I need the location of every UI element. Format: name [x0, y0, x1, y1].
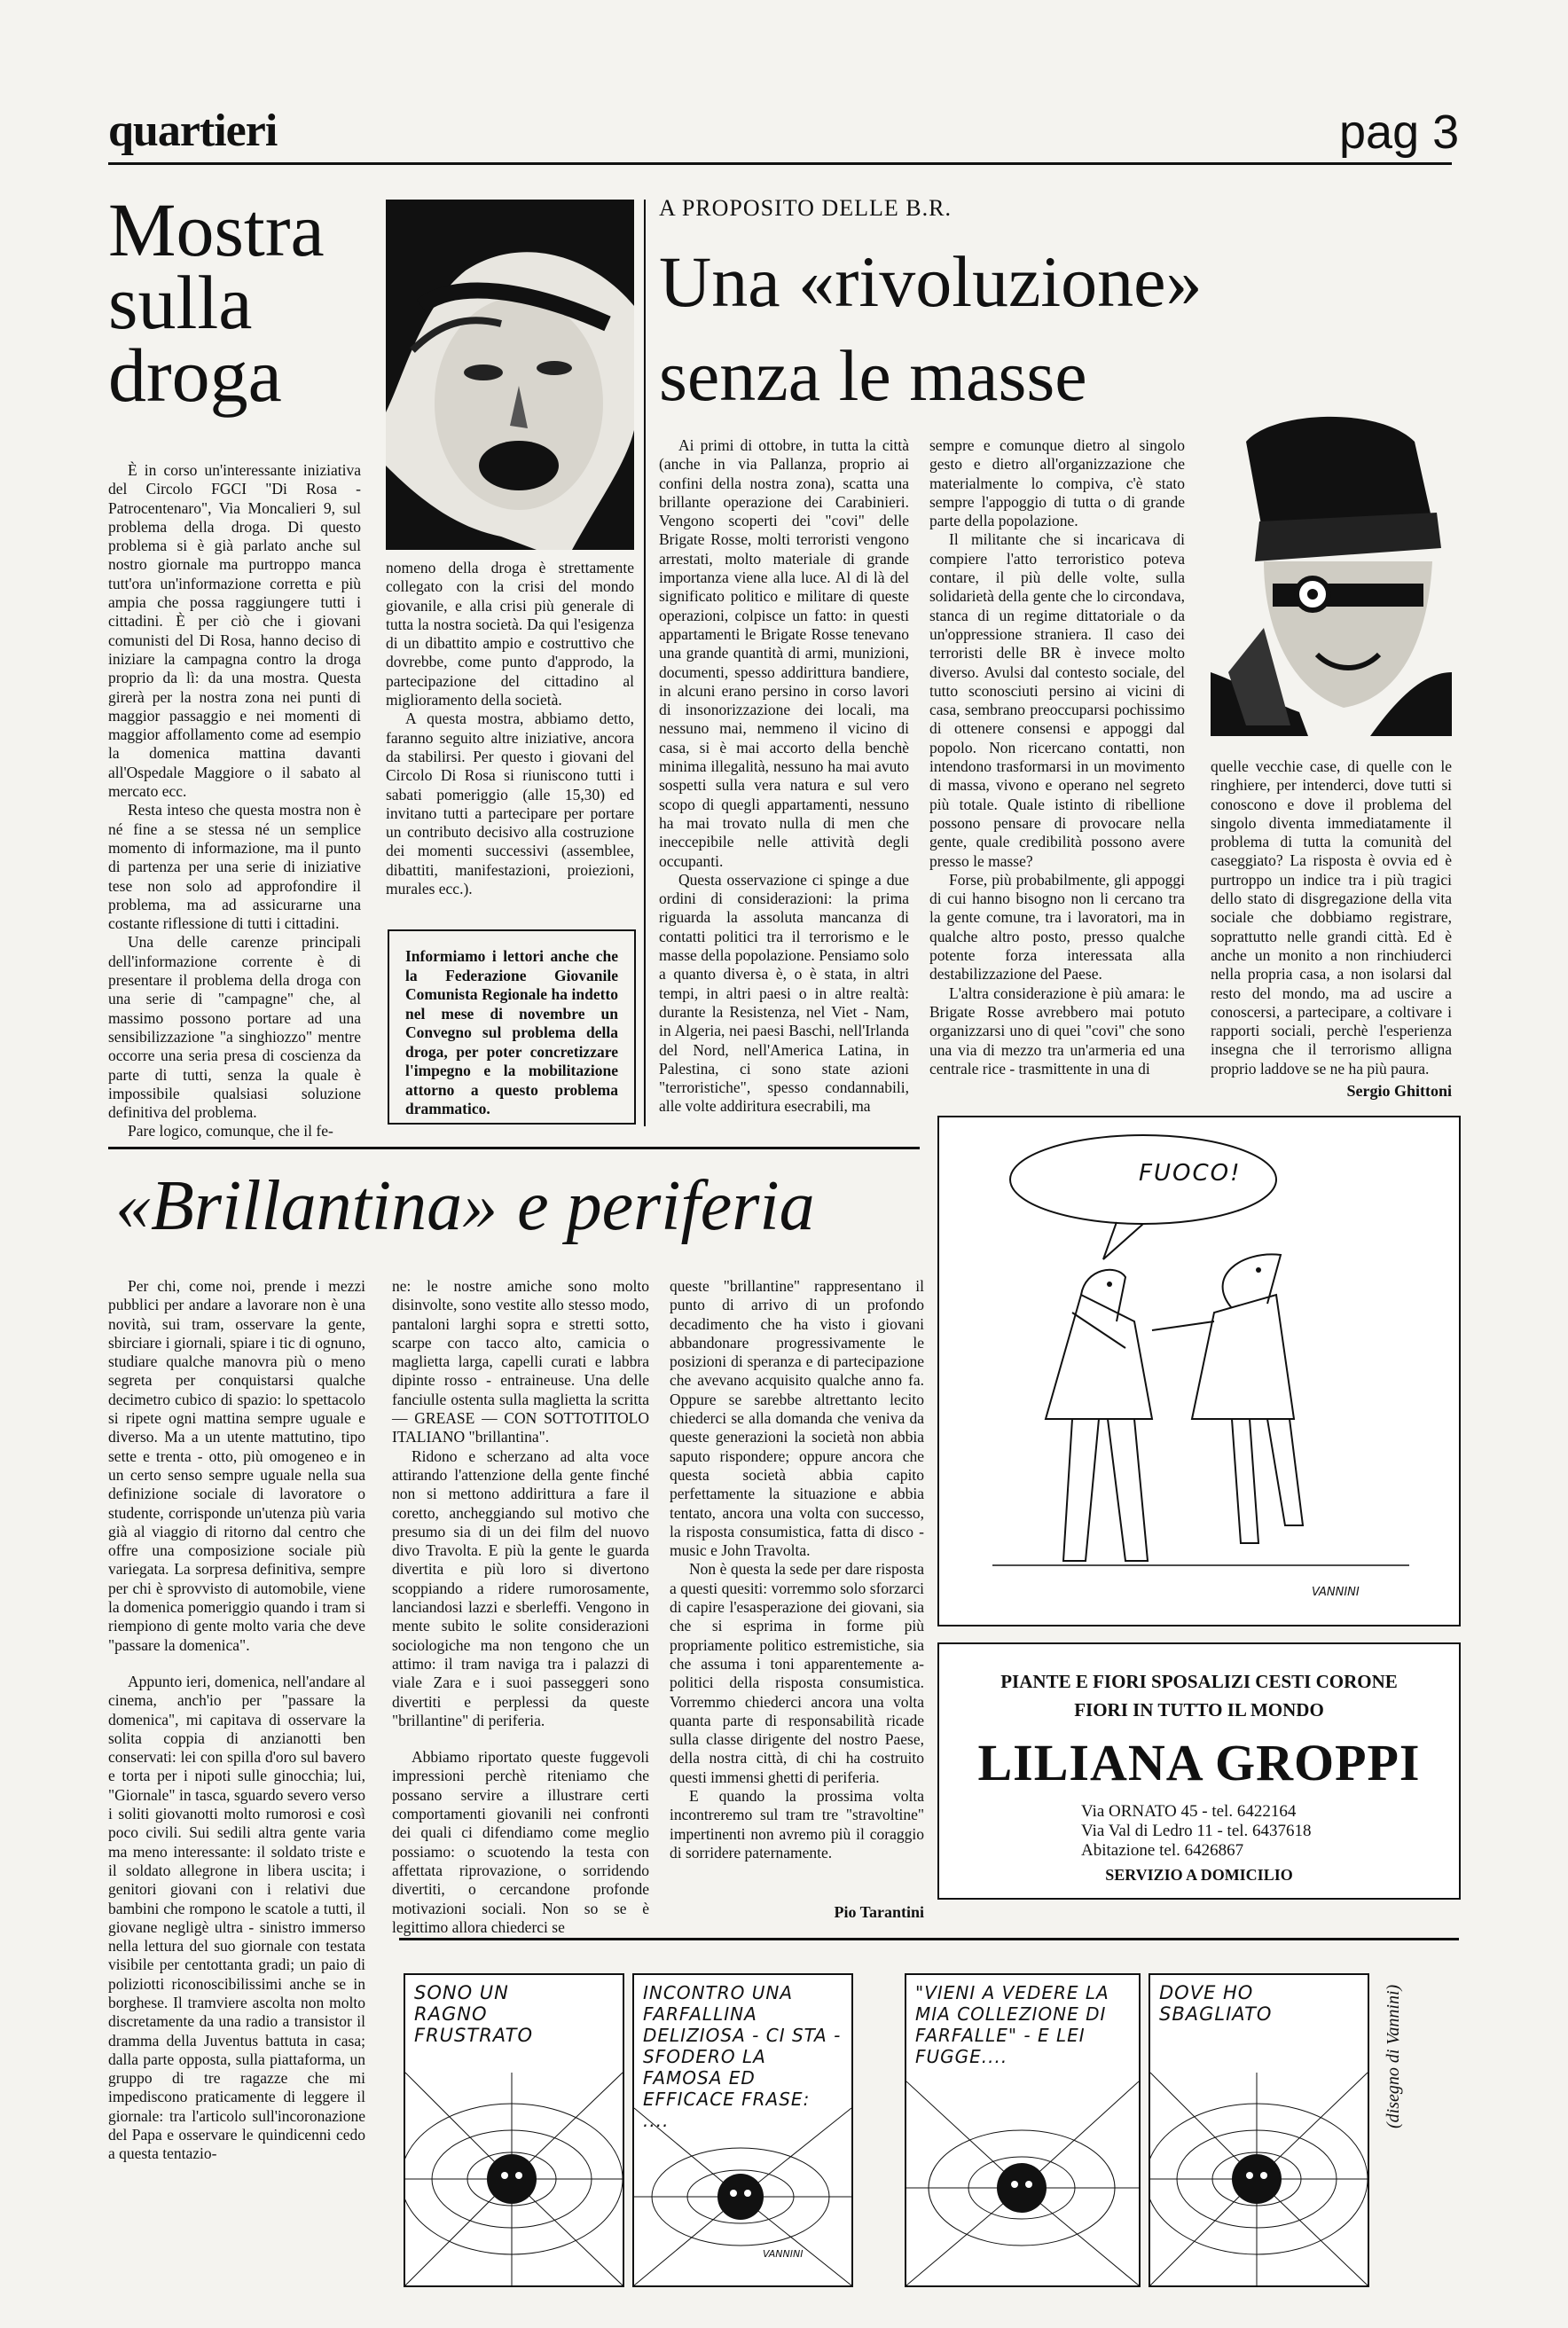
strip-caption-2: INCONTRO UNA FARFALLINA DELIZIOSA - CI STA - SFODERO LA FAMOSA ED EFFICACE FRASE: ....	[643, 1982, 842, 2131]
florist-ad	[937, 1642, 1461, 1900]
strip-rule	[399, 1938, 1459, 1940]
ad-name: LILIANA GROPPI	[977, 1734, 1421, 1791]
br-article-col3	[1211, 757, 1452, 1078]
header-rule	[108, 162, 1452, 165]
ad-address-1: Via ORNATO 45 - tel. 6422164	[1081, 1802, 1297, 1821]
brill-title-a: «Brillantina»	[115, 1167, 498, 1245]
cartoon-drawing	[939, 1117, 1459, 1625]
drug-notice-box	[388, 929, 636, 1125]
strip-signature: VANNINI	[763, 2248, 804, 2260]
ad-service: SERVIZIO A DOMICILIO	[1105, 1866, 1293, 1884]
br-title-line2: senza le masse	[659, 335, 1087, 416]
column-rule	[644, 200, 646, 1126]
br-author: Sergio Ghittoni	[1346, 1082, 1452, 1100]
paragraph: Per chi, come noi, prende i mezzi pubblici per andare a lavorare non è una novità, sui tram, osservare la gente, sbirciare i giornali, spiare i tic di ognuno, studiare qualche manovra più o meno segreta per conquistarsi qualche decimetro cubico di spazio: lo spettacolo si ripete ogni mattina sempre uguale e diverso. Ma a un utente mattutino, tipo sette e trenta - otto, più omogeneo e in un certo senso sempre uguale nella sua definizione sociale di lavoratore o studente, corrisponde un'utenza più varia già al viaggio di ritorno dal centro che offre una composizione sociale più variegata. La sorpresa definitiva, sempre per chi è sprovvisto di automobile, viene la domenica pomeriggio quando i tram si riempiono di gente molto varia che deve "passare la domenica".	[108, 1277, 365, 1654]
section-rule	[108, 1147, 920, 1149]
brill-col2	[392, 1277, 649, 1937]
drug-article-col2	[386, 559, 634, 898]
paragraph: nomeno della droga è strettamente collegato con la crisi del mondo giovanile, e alla crisi più generale di tutta la nostra società. Da qui l'esigenza di un dibattito ampio e costruttivo che dovrebbe, come punto d'approdo, la partecipazione del cittadino al miglioramento della società.	[386, 559, 634, 709]
paragraph: Resta inteso che questa mostra non è né fine a se stessa né un semplice momento di informazione, ma il punto di partenza per una serie di iniziative tese non solo ad approfondire il problema, ma ad assicurarne una costante riflessione di tutti i cittadini.	[108, 801, 361, 933]
strip-credit: (disegno di Vannini)	[1384, 1984, 1403, 2128]
paragraph: Una delle carenze principali dell'informazione corrente è di presentare il problema della droga con una serie di "campagne" che, al massimo possono portare ad una sensibilizzazione "a singhiozzo" mentre occorre una seria presa di coscienza da parte di tutti, senza la quale è impossibile qualsiasi soluzione definitiva del problema.	[108, 933, 361, 1122]
paragraph: Questa osservazione ci spinge a due ordini di considerazioni: la prima riguarda la assoluta mancanza di contatti politici tra il terrorismo e le masse della popolazione. Pensiamo solo a quanto diversa è, o è stata, in altri tempi, in altri paesi o in altre realtà: durante la Resistenza, nel Viet - Nam, in Algeria, nei paesi Baschi, nell'Irlanda del Nord, nell'America Latina, in Palestina, ci sono state azioni "terroristiche", spesso condannabili, alle volte addiritura esecrabili, ma	[659, 870, 909, 1116]
paragraph: L'altra considerazione è più amara: le Brigate Rosse avrebbero mai potuto organizzarsi uno di quei "covi" che sono una via di mezzo tra un'armeria ed una centrale rice - trasmittente in una di	[929, 984, 1185, 1078]
drug-notice-text: Informiamo i lettori anche che la Federazione Giovanile Comunista Regionale ha indetto nel mese di novembre un Convegno sul problema della droga, per poter concretizzare l'impegno e la mobilitazione attorno a questo problema drammatico.	[405, 947, 618, 1117]
strip-caption-4: DOVE HO SBAGLIATO	[1159, 1982, 1273, 2025]
paragraph: E quando la prossima volta incontreremo sul tram tre "stravoltine" impertinenti non avremo più il coraggio di sorridere paternamente.	[670, 1787, 924, 1862]
ad-addresses	[1081, 1802, 1400, 1861]
drug-article-col1	[108, 461, 361, 1141]
drug-photo	[386, 200, 634, 550]
strip-panel-4	[1149, 1973, 1369, 2287]
section-title: quartieri	[108, 106, 278, 156]
paragraph: È in corso un'interessante iniziativa del Circolo FGCI "Di Rosa - Patrocentenaro", Via Moncalieri 9, sul problema della droga. Di questo problema si è già parlato anche sul nostro giornale ma purtroppo manca tutt'ora un'informazione corretta e più ampia che possa raggiungere tutti i cittadini. È per ciò che i giovani comunisti del Di Rosa, hanno deciso di iniziare la campagna contro la droga proprio da lì: da una mostra. Questa girerà per la nostra zona nei punti di maggior passaggio e nei momenti di maggior affollamento come ad esempio la domenica mattina davanti all'Ospedale Maggiore o il sabato al mercato ecc.	[108, 461, 361, 801]
cartoon-box	[937, 1116, 1461, 1626]
paragraph: Ridono e scherzano ad alta voce attirando l'attenzione della gente finché non si mettono addirittura a fare il coretto, ancheggiando sul motivo che presumo sia di un dei film del nuovo divo Travolta. E più la gente le guarda divertita e più loro si divertono scoppiando a ridere rumorosamente, lanciandosi lazzi e sberleffi. Vengono in mente subito le solite considerazioni sociologiche ma non tengono che un attimo: il tram naviga tra i palazzi di viale Zara e i suoi passeggeri sono divertiti e perplessi da queste "brillantine" di periferia.	[392, 1446, 649, 1729]
paragraph: queste "brillantine" rappresentano il punto di arrivo di un profondo decadimento che ha visto i giovani abbandonare progressivamente le posizioni di speranza e di partecipazione che avevano acquisito qualche anno fa. Oppure se sarebbe altrettanto lecito chiederci se alla domanda che veniva da queste generazioni la società non abbia saputo rispondere; oppure ancora che questa società abbia capito perfettamente la situazione e abbia tentato, ancora una volta con successo, la risposta consumistica, fatta di disco - music e John Travolta.	[670, 1277, 924, 1560]
brill-author: Pio Tarantini	[834, 1903, 924, 1921]
paragraph: Pare logico, comunque, che il fe-	[128, 1122, 333, 1140]
ad-address-2: Via Val di Ledro 11 - tel. 6437618	[1081, 1822, 1312, 1840]
br-title-line1: Una «rivoluzione»	[659, 241, 1203, 322]
paragraph: sempre e comunque dietro al singolo gesto e dietro all'organizzazione che materialmente lo compiva, c'è stato sempre l'appoggio di tutta o di grande parte della popolazione.	[929, 436, 1185, 530]
paragraph: Abbiamo riportato queste fuggevoli impressioni perchè riteniamo che possano servire a illustrare certi comportamenti giovanili nei confronti dei quali ci difendiamo come meglio possiamo: o scuotendo la testa con affettata riprovazione, o sorridendo divertiti, o cercandone profonde motivazioni sociali. Non so se è legittimo allora chiederci se	[392, 1748, 649, 1936]
page-number: pag 3	[1339, 106, 1460, 159]
ad-address-3: Abitazione tel. 6426867	[1081, 1841, 1244, 1860]
paragraph: Non è questa la sede per dare risposta a questi quesiti: vorremmo solo sforzarci di capire l'esasperazione dei giovani, sia che si esprima in forme più propriamente politico estremistiche, sia che assuma i toni apparentemente a-politici della risposta consumistica. Vorremmo chiederci ancora una volta quanta parte di responsabilità ricade sulla classe dirigente del nostro Paese, della nostra città, di chi ha costruito questi immensi ghetti di periferia.	[670, 1560, 924, 1786]
ad-line2: FIORI IN TUTTO IL MONDO	[1074, 1699, 1324, 1721]
strip-caption-3: "VIENI A VEDERE LA MIA COLLEZIONE DI FARFALLE" - E LEI FUGGE....	[915, 1982, 1109, 2067]
ad-line1: PIANTE E FIORI SPOSALIZI CESTI CORONE	[1000, 1671, 1398, 1692]
paragraph: quelle vecchie case, di quelle con le ringhiere, per intenderci, dove tutti si conoscono e dove il problema del singolo diventa immediatamente il problema di tutta la comunità del caseggiato? La risposta è ovvia ed è purtroppo un indice tra i più tragici dello stato di disgregazione della vita sociale che dobbiamo registrare, soprattutto nelle grandi città. Ed è anche un monito a non rinchiuderci nella propria casa, a non isolarsi dal resto del mondo, ma ad uscire a conoscersi, a partecipare, a coltivare i rapporti sociali, perchè l'esperienza insegna che il terrorismo alligna proprio laddove se ne ha più paura.	[1211, 757, 1452, 1078]
strip-panel-3	[905, 1973, 1141, 2287]
br-article-col1	[659, 436, 909, 1117]
paragraph: Forse, più probabilmente, gli appoggi di cui hanno bisogno non li cercano tra la gente comune, tra i lavoratori, ma in qualche altro posto, presso qualche potente forza interessata alla destabilizzazione del Paese.	[929, 870, 1185, 984]
br-kicker: A PROPOSITO DELLE B.R.	[659, 195, 952, 221]
brill-title-b: e periferia	[517, 1167, 815, 1245]
br-article-col2	[929, 436, 1185, 1078]
paragraph: Appunto ieri, domenica, nell'andare al cinema, anch'io per "passare la domenica", mi capitava di osservare la solita coppia di anzianotti ben conservati: lei con spilla d'oro sul bavero e torta per i nipoti sulle ginocchia; lui, "Giornale" in tasca, sguardo severo verso i soliti giovanotti molto rumorosi e così poco civili. Sui sedili altra gente varia ma meno interessante: il soldato triste e il soldato allegrone in libera uscita; i genitori giovani con i relativi due bambini che rompono le scatole a tutti, il giovane negligè ultra - sinistro immerso nella lettura del suo giornale con testata visibile per centottanta gradi; un paio di poliziotti riconoscibilissimi anche se in borghese. Il tramviere ascolta non molto discretamente da una radio a transistor il dramma della Juventus battuta in casa; dalla parte opposta, sulla piattaforma, un gruppo di tre ragazze che mi impediscono praticamente di leggere il giornale: tra l'articolo sull'incoronazione del Papa e osservare le quindicenni cedo a questa tentazio-	[108, 1672, 365, 2163]
strip-panel-1	[404, 1973, 624, 2287]
brill-col1	[108, 1277, 365, 2164]
strip-caption-1: SONO UN RAGNO FRUSTRATO	[414, 1982, 533, 2046]
paragraph: A questa mostra, abbiamo detto, faranno seguito altre iniziative, ancora da stabilirsi. Per questo i giovani del Circolo Di Rosa si riuniscono tutti i sabati pomeriggio (alle 15,30) ed invitano tutti a partecipare per portare un contributo decisivo alla costruzione dei momenti successivi (assemblee, dibattiti, manifestazioni, proiezioni, murales ecc.).	[386, 709, 634, 898]
brill-title	[115, 1166, 815, 1247]
strip-panel-2	[632, 1973, 853, 2287]
br-photo	[1211, 406, 1452, 736]
drug-article-title: Mostra sulla droga	[108, 187, 325, 418]
paragraph: Ai primi di ottobre, in tutta la città (anche in via Pallanza, proprio ai confini della nostra zona), scatta una brillante operazione dei Carabinieri. Vengono scoperti dei "covi" delle Brigate Rosse, molti terroristi vengono arrestati, molto materiale di grande importanza viene alla luce. Al di là del significato politico e militare di queste operazioni, colpisce un fatto: in questi appartamenti le Brigate Rosse tenevano una grande quantità di armi, munizioni, documenti, spesso addirittura bandiere, in alcuni erano persino in corso lavori di insonorizzazione dei locali, ma nessuno mai, nemmeno il vicino di casa, si è mai accorto della benchè minima illegalità, nessuno ha mai avuto sospetti sulla vera natura e sul vero scopo di quegli appartamenti, nessuno ha mai trovato nulla di men che ineccepibile nelle attività degli occupanti.	[659, 436, 909, 870]
cartoon-bubble-text: FUOCO!	[1139, 1160, 1242, 1187]
brill-col3	[670, 1277, 924, 1862]
paragraph: ne: le nostre amiche sono molto disinvolte, sono vestite allo stesso modo, pantaloni larghi sopra e stretti sotto, scarpe con tacco alto, camicia o maglietta larga, capelli curati e labbra dipinte rosso - entraineuse. Una delle fanciulle ostenta sulla maglietta la scritta — GREASE — CON SOTTOTITOLO ITALIANO "brillantina".	[392, 1277, 649, 1446]
paragraph: Il militante che si incaricava di compiere l'atto terroristico poteva contare, il più delle volte, sulla solidarietà della gente che lo circondava, stanca di un regime dittatoriale o da un'oppressione straniera. Il caso dei terroristi delle BR è invece molto diverso. Avulsi dal contesto sociale, del tutto sconosciuti persino ai vicini di casa, sembrano preoccuparsi pochissimo di ottenere consensi e appoggi dal popolo. Non ricercano contatti, non intendono trasformarsi in un movimento di massa, vivono e operano nel segreto più totale. Quale istinto di ribellione possono pensare di provocare nella gente, quale credibilità possono avere presso le masse?	[929, 530, 1185, 870]
cartoon-signature: VANNINI	[1312, 1586, 1360, 1599]
